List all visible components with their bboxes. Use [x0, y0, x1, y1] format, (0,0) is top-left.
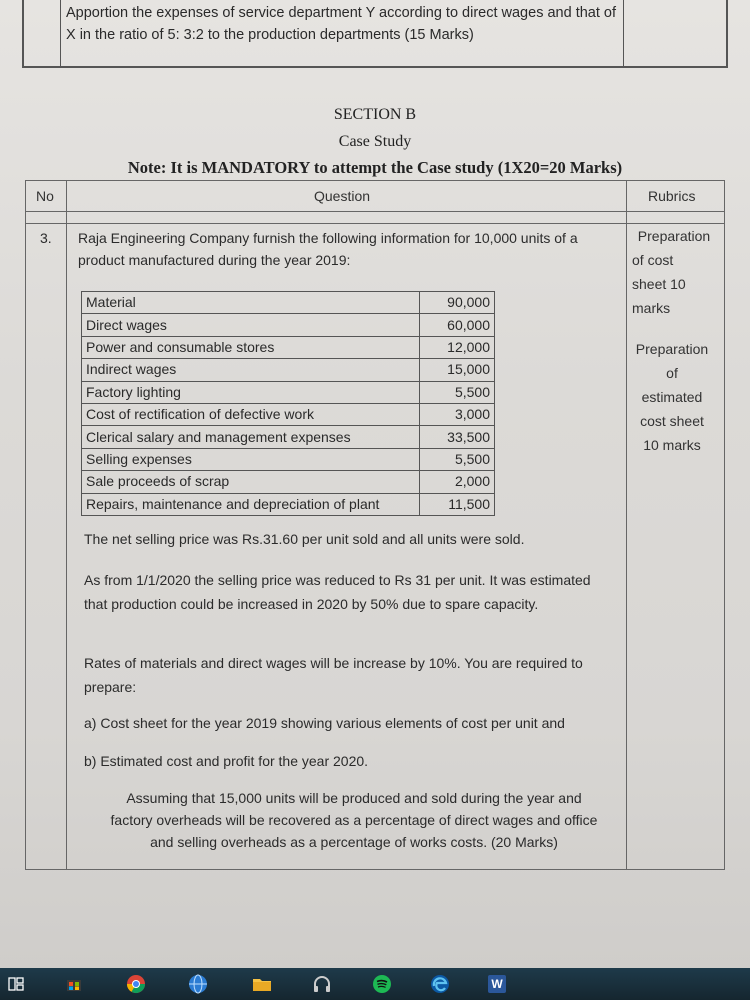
- file-explorer-icon[interactable]: [252, 974, 272, 994]
- cost-label: Sale proceeds of scrap: [82, 471, 420, 493]
- cost-label: Direct wages: [82, 314, 420, 336]
- cost-label: Repairs, maintenance and depreciation of plant: [82, 493, 420, 515]
- section-subtitle: Case Study: [338, 133, 412, 150]
- section-note: Note: It is MANDATORY to attempt the Case study (1X20=20 Marks): [127, 158, 623, 177]
- table-row: [82, 381, 495, 403]
- header-rubrics: Rubrics: [648, 188, 696, 204]
- column-divider: [66, 181, 67, 869]
- table-row: [82, 493, 495, 515]
- rubric-line: of cost: [632, 252, 674, 268]
- cost-value: 11,500: [420, 493, 495, 515]
- assumption-text: Assuming that 15,000 units will be produced and sold during the year and factory overheads will be recovered as a percentage of direct wages and office and selling overheads as a percentage of works costs. (20 Marks): [110, 790, 598, 850]
- net-selling-price: The net selling price was Rs.31.60 per unit sold and all units were sold.: [84, 531, 525, 547]
- cost-value: 5,500: [420, 448, 495, 470]
- browser-icon[interactable]: [188, 974, 208, 994]
- cost-label: Selling expenses: [82, 448, 420, 470]
- question-number: 3.: [40, 230, 52, 246]
- previous-number-cell: [24, 0, 61, 66]
- cost-value: 5,500: [420, 381, 495, 403]
- question-intro: Raja Engineering Company furnish the following information for 10,000 units of a product manufactured during the year 2019:: [78, 230, 578, 268]
- cost-value: 33,500: [420, 426, 495, 448]
- table-row: [82, 403, 495, 425]
- cost-value: 90,000: [420, 292, 495, 314]
- cost-label: Indirect wages: [82, 359, 420, 381]
- cost-label: Material: [82, 292, 420, 314]
- cost-value: 3,000: [420, 403, 495, 425]
- header-question: Question: [314, 188, 371, 204]
- previous-rubric-cell: [623, 0, 726, 66]
- cost-label: Factory lighting: [82, 381, 420, 403]
- spotify-icon[interactable]: [372, 974, 392, 994]
- table-row: [82, 314, 495, 336]
- header-no: No: [36, 188, 54, 204]
- cost-table: [81, 291, 495, 516]
- table-row: [82, 448, 495, 470]
- paragraph-rates: Rates of materials and direct wages will be increase by 10%. You are required to prepare:: [84, 655, 583, 695]
- table-row: [82, 426, 495, 448]
- header-divider: [26, 211, 724, 212]
- paragraph-2020-price: As from 1/1/2020 the selling price was reduced to Rs 31 per unit. It was estimated that production could be increased in 2020 by 50% due to spare capacity.: [84, 572, 591, 612]
- rubric-line: Preparation: [637, 228, 711, 244]
- part-b: b) Estimated cost and profit for the year 2020.: [84, 753, 369, 769]
- rubric-line: marks: [632, 300, 671, 316]
- chrome-icon[interactable]: [126, 974, 146, 994]
- cost-label: Cost of rectification of defective work: [82, 403, 420, 425]
- cost-value: 12,000: [420, 336, 495, 358]
- rubric-line: sheet 10: [632, 276, 686, 292]
- rubric-line: of: [666, 365, 678, 381]
- rubric-line: 10 marks: [643, 437, 701, 453]
- word-icon[interactable]: W: [488, 975, 506, 993]
- headphones-icon[interactable]: [312, 974, 332, 994]
- store-icon[interactable]: [64, 974, 84, 994]
- previous-question-text: Apportion the expenses of service department Y according to direct wages and that of X in the ratio of 5: 3:2 to the production departments (15 Marks): [66, 5, 616, 43]
- rubric-line: Preparation: [635, 341, 709, 357]
- edge-icon[interactable]: [430, 974, 450, 994]
- windows-taskbar: [0, 968, 750, 1000]
- cost-value: 15,000: [420, 359, 495, 381]
- table-row: [82, 336, 495, 358]
- part-a: a) Cost sheet for the year 2019 showing various elements of cost per unit and: [84, 715, 565, 731]
- cost-label: Power and consumable stores: [82, 336, 420, 358]
- cost-value: 2,000: [420, 471, 495, 493]
- section-title: SECTION B: [333, 106, 417, 123]
- task-view-icon[interactable]: [6, 974, 26, 994]
- table-row: [82, 292, 495, 314]
- cost-value: 60,000: [420, 314, 495, 336]
- table-row: [82, 359, 495, 381]
- rubric-line: estimated: [641, 389, 703, 405]
- column-divider: [626, 181, 627, 869]
- rubric-cost-sheet: [628, 224, 720, 320]
- rubric-estimated-cost-sheet: [626, 337, 718, 457]
- rubric-line: cost sheet: [640, 413, 704, 429]
- cost-label: Clerical salary and management expenses: [82, 426, 420, 448]
- table-row: [82, 471, 495, 493]
- header-divider: [26, 223, 724, 224]
